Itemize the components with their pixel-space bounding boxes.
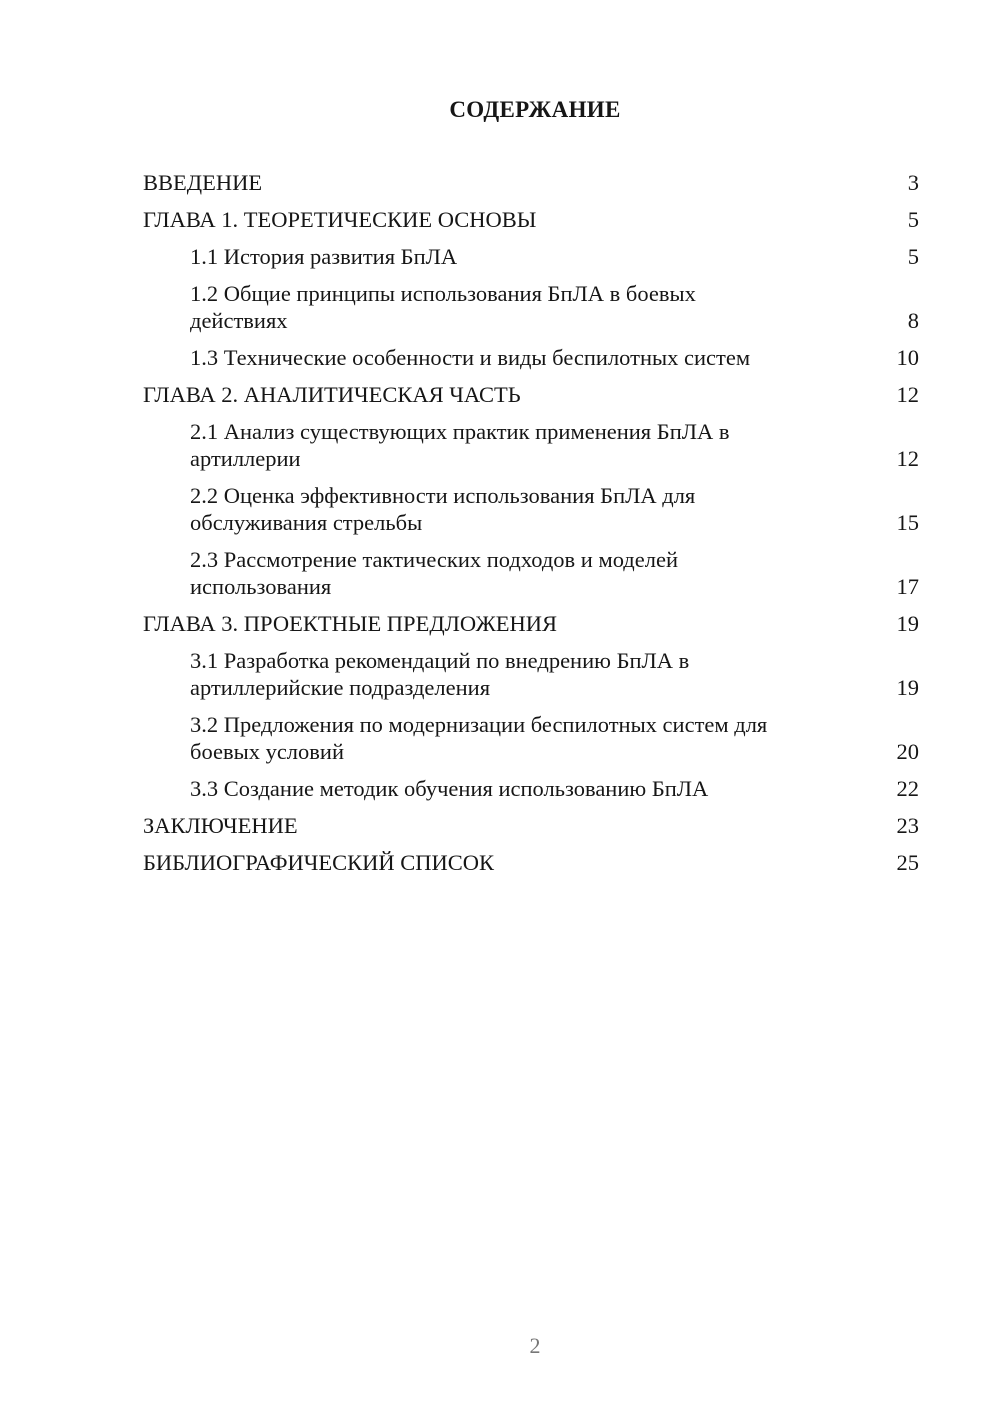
toc-entry-page: 5 [907, 207, 919, 232]
toc-entry-page: 19 [896, 611, 919, 636]
toc-entry-section-2-3 [143, 546, 919, 600]
toc-entry-page: 5 [907, 244, 919, 269]
toc-entry-label: 2.3 Рассмотрение тактических подходов и моделей использования [190, 547, 678, 599]
toc-entry-page: 20 [896, 739, 919, 764]
toc-entry-page: 8 [907, 308, 919, 333]
toc-entry-section-3-3 [143, 775, 919, 802]
toc-entry-label: 1.1 История развития БпЛА [190, 244, 458, 269]
toc-entry-label: ЗАКЛЮЧЕНИЕ [143, 813, 298, 838]
toc-entry-label: 2.2 Оценка эффективности использования БпЛА для обслуживания стрельбы [190, 483, 696, 535]
toc-entry-section-1-1 [143, 243, 919, 270]
toc-entry-label: 3.2 Предложения по модернизации беспилотных систем для боевых условий [190, 712, 768, 764]
toc-entry-section-2-2 [143, 482, 919, 536]
table-of-contents [143, 169, 919, 886]
toc-entry-section-2-1 [143, 418, 919, 472]
toc-entry-label: ГЛАВА 3. ПРОЕКТНЫЕ ПРЕДЛОЖЕНИЯ [143, 611, 558, 636]
toc-title: СОДЕРЖАНИЕ [449, 97, 621, 122]
toc-entry-section-3-2 [143, 711, 919, 765]
toc-entry-label: ГЛАВА 2. АНАЛИТИЧЕСКАЯ ЧАСТЬ [143, 382, 521, 407]
toc-entry-page: 15 [896, 510, 919, 535]
toc-entry-section-3-1 [143, 647, 919, 701]
page-number: 2 [529, 1333, 541, 1358]
toc-entry-label: ВВЕДЕНИЕ [143, 170, 263, 195]
toc-entry-label: 1.2 Общие принципы использования БпЛА в боевых действиях [190, 281, 696, 333]
toc-entry-page: 19 [896, 675, 919, 700]
toc-entry-chapter-2 [143, 381, 919, 408]
toc-entry-page: 12 [896, 446, 919, 471]
toc-entry-label: 3.3 Создание методик обучения использованию БпЛА [190, 776, 709, 801]
toc-entry-page: 10 [896, 345, 919, 370]
toc-entry-page: 23 [896, 813, 919, 838]
toc-entry-page: 3 [907, 170, 919, 195]
toc-entry-label: БИБЛИОГРАФИЧЕСКИЙ СПИСОК [143, 850, 495, 875]
toc-entry-page: 17 [896, 574, 919, 599]
toc-entry-page: 25 [896, 850, 919, 875]
toc-entry-label: 2.1 Анализ существующих практик применения БпЛА в артиллерии [190, 419, 730, 471]
toc-entry-chapter-3 [143, 610, 919, 637]
toc-entry-page: 22 [896, 776, 919, 801]
toc-entry-chapter-1 [143, 206, 919, 233]
toc-entry-page: 12 [896, 382, 919, 407]
toc-entry-label: ГЛАВА 1. ТЕОРЕТИЧЕСКИЕ ОСНОВЫ [143, 207, 537, 232]
toc-entry-introduction [143, 169, 919, 196]
toc-entry-label: 1.3 Технические особенности и виды беспилотных систем [190, 345, 751, 370]
toc-entry-section-1-2 [143, 280, 919, 334]
toc-entry-section-1-3 [143, 344, 919, 371]
toc-entry-bibliography [143, 849, 919, 876]
toc-entry-conclusion [143, 812, 919, 839]
toc-entry-label: 3.1 Разработка рекомендаций по внедрению БпЛА в артиллерийские подразделения [190, 648, 690, 700]
